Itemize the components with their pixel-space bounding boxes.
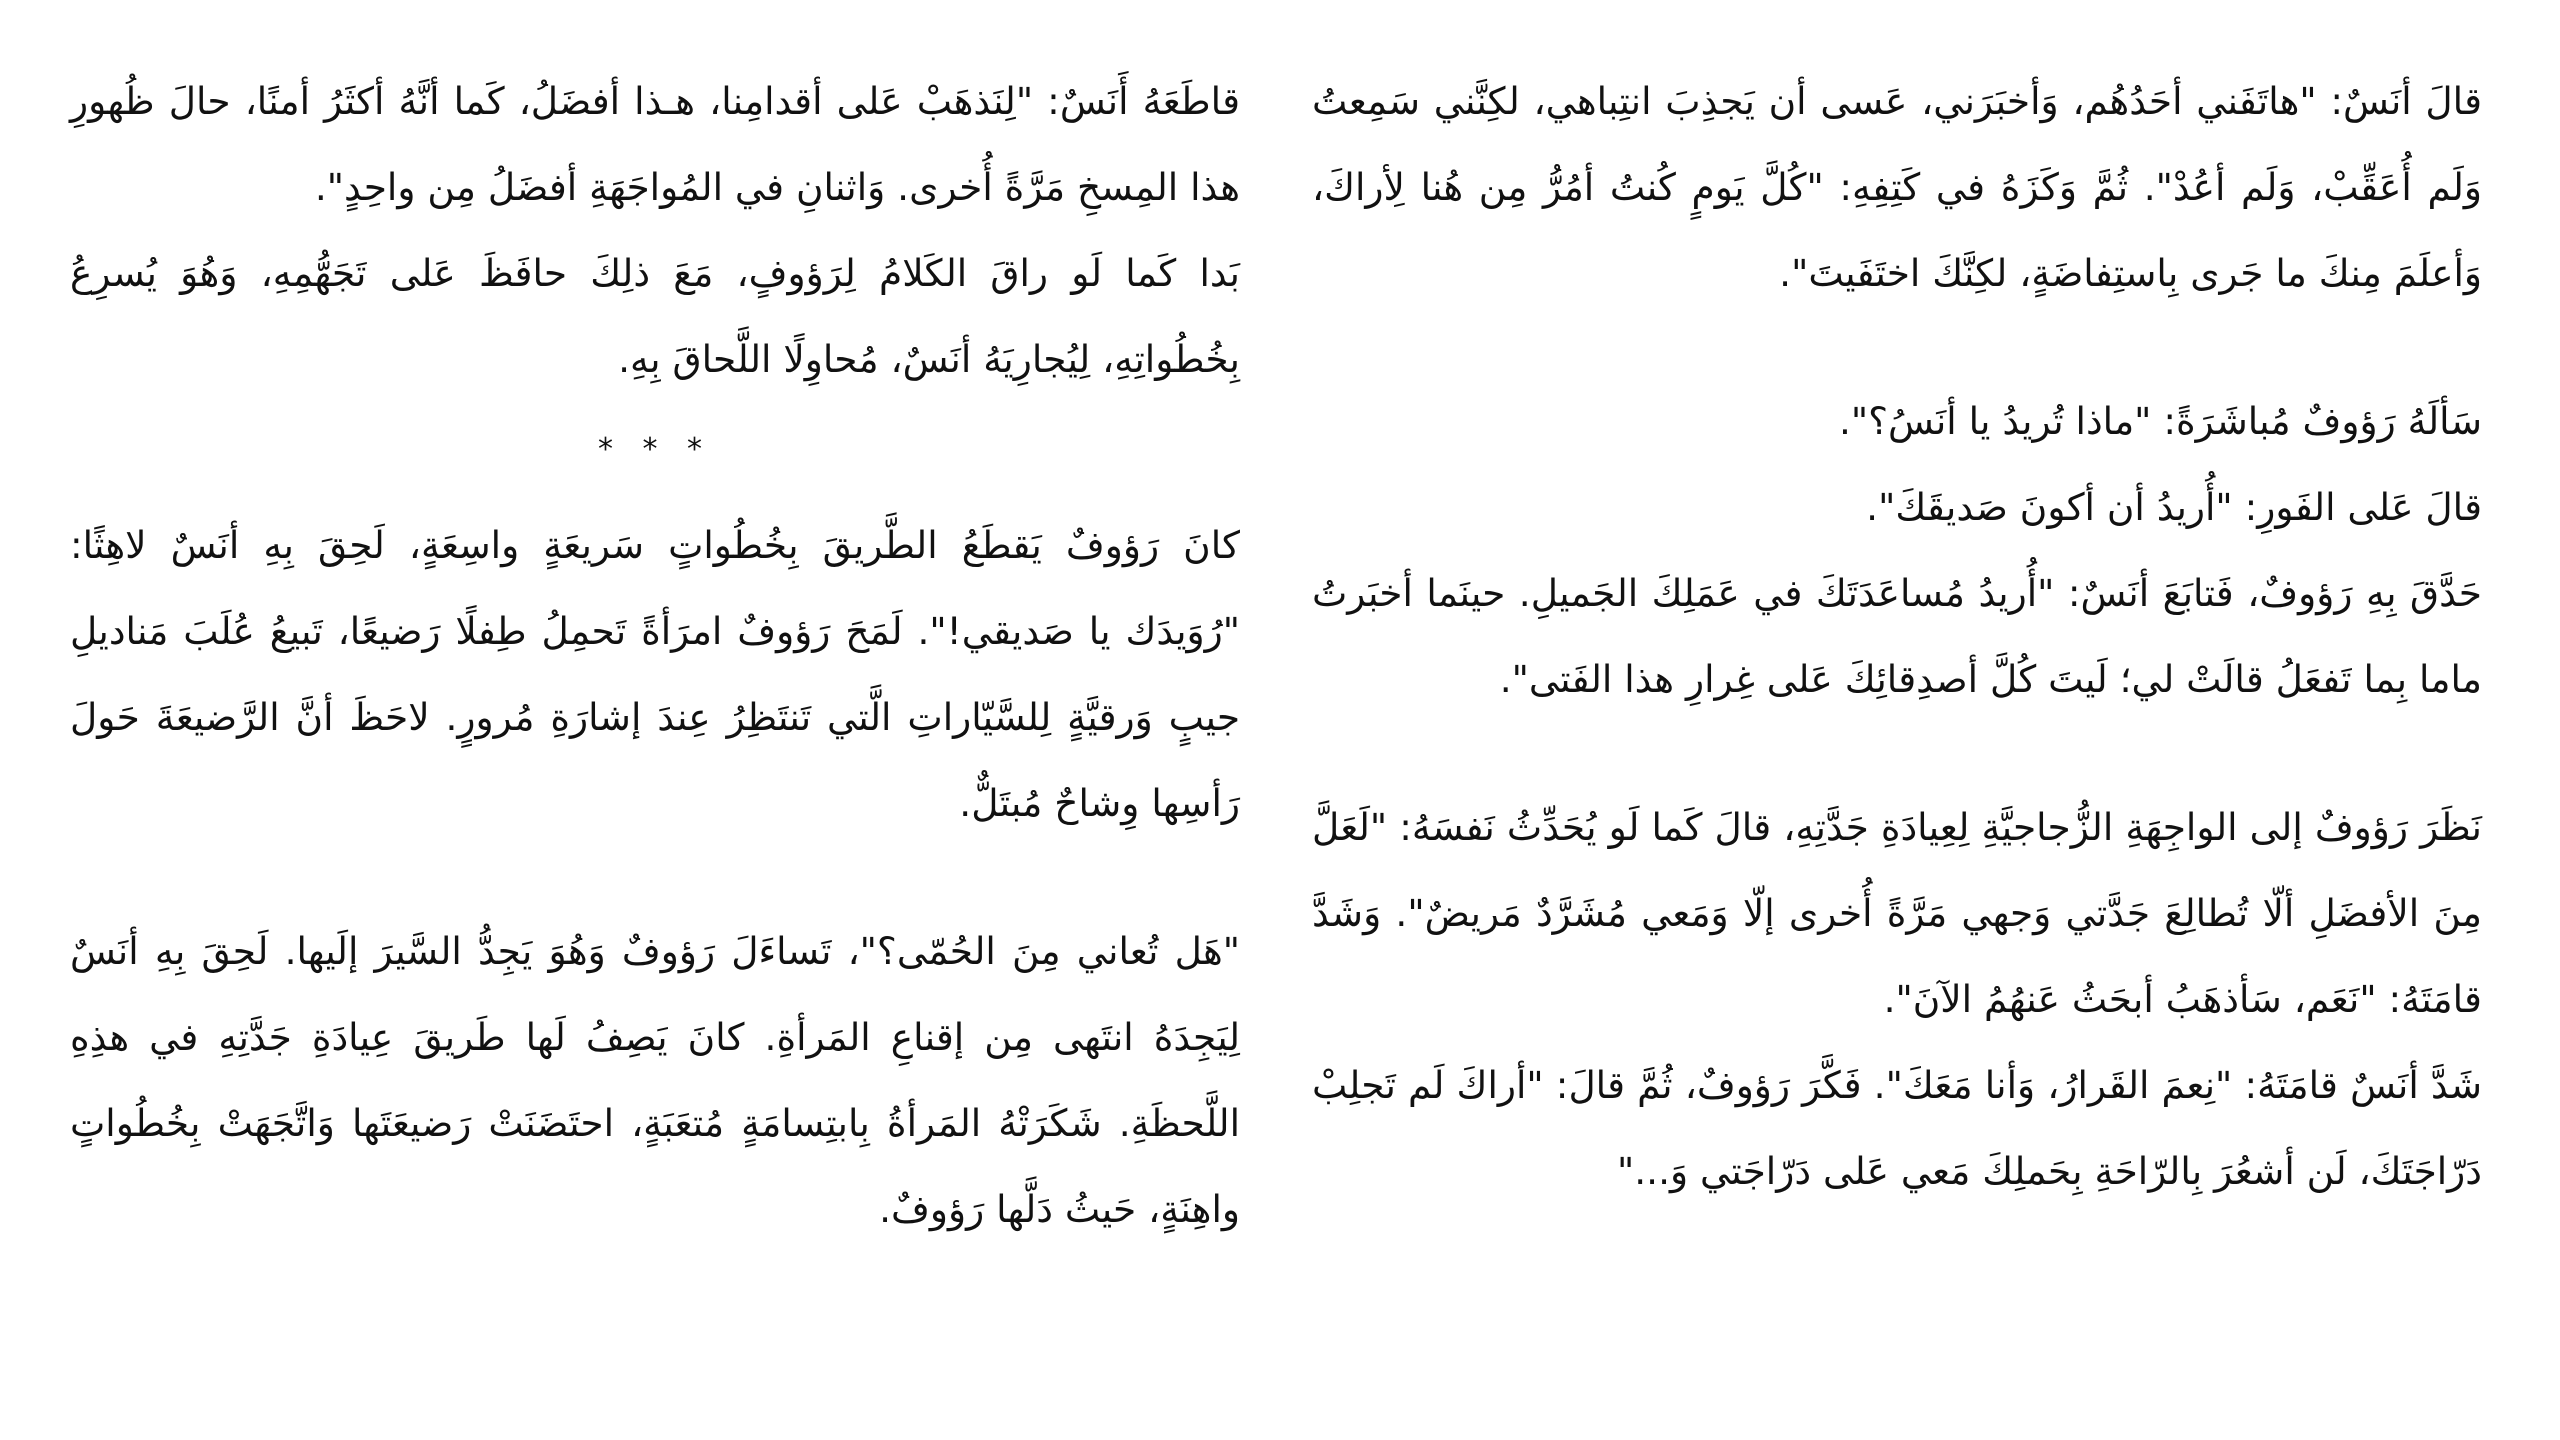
left-page	[70, 58, 1240, 1440]
paragraph: قالَ عَلى الفَورِ: "أُريدُ أن أكونَ صَديقَكَ".	[1866, 485, 2482, 529]
right-page	[1312, 58, 2482, 1440]
paragraph: "هَل تُعاني مِنَ الحُمّى؟"، تَساءَلَ رَؤوفٌ وَهُوَ يَجِدُّ السَّيرَ إلَيها. لَحِقَ بِهِ أنَسٌ لِيَجِدَهُ انتَهى مِن إقناعِ المَرأةِ. كانَ يَصِفُ لَها طَريقَ عِيادَةِ جَدَّتِهِ في هذِهِ اللَّحظَةِ. شَكَرَتْهُ المَرأةُ بِابتِسامَةٍ مُتعَبَةٍ، احتَضَنَتْ رَضيعَتَها وَاتَّجَهَتْ بِخُطُواتٍ واهِنَةٍ، حَيثُ دَلَّها رَؤوفٌ.	[70, 929, 1240, 1231]
paragraph: قاطَعَهُ أَنَسٌ: "لِنَذهَبْ عَلى أقدامِنا، هـذا أفضَلُ، كَما أنَّهُ أكثَرُ أمنًا، حالَ ظُهورِ هذا المِسخِ مَرَّةً أُخرى. وَاثنانِ في المُواجَهَةِ أفضَلُ مِن واحِدٍ".	[70, 79, 1240, 209]
paragraph: حَدَّقَ بِهِ رَؤوفٌ، فَتابَعَ أنَسٌ: "أُريدُ مُساعَدَتَكَ في عَمَلِكَ الجَميلِ. حينَما أخبَرتُ ماما بِما تَفعَلُ قالَتْ لي؛ لَيتَ كُلَّ أصدِقائِكَ عَلى غِرارِ هذا الفَتى".	[1312, 571, 2482, 701]
paragraph: بَدا كَما لَو راقَ الكَلامُ لِرَؤوفٍ، مَعَ ذلِكَ حافَظَ عَلى تَجَهُّمِهِ، وَهُوَ يُسرِعُ بِخُطُواتِهِ، لِيُجارِيَهُ أنَسٌ، مُحاوِلًا اللَّحاقَ بِهِ.	[70, 251, 1240, 381]
paragraph: سَألَهُ رَؤوفٌ مُباشَرَةً: "ماذا تُريدُ يا أنَسُ؟".	[1838, 399, 2482, 443]
section-separator: * * *	[597, 432, 713, 467]
paragraph: نَظَرَ رَؤوفٌ إلى الواجِهَةِ الزُّجاجيَّةِ لِعِيادَةِ جَدَّتِهِ، قالَ كَما لَو يُحَدِّثُ نَفسَهُ: "لَعَلَّ مِنَ الأفضَلِ ألّا تُطالِعَ جَدَّتي وَجهي مَرَّةً أُخرى إلّا وَمَعي مُشَرَّدٌ مَريضٌ". وَشَدَّ قامَتَهُ: "نَعَم، سَأذهَبُ أبحَثُ عَنهُمُ الآنَ".	[1312, 805, 2482, 1021]
paragraph: شَدَّ أنَسٌ قامَتَهُ: "نِعمَ القَرارُ، وَأنا مَعَكَ". فَكَّرَ رَؤوفٌ، ثُمَّ قالَ: "أراكَ لَم تَجلِبْ دَرّاجَتَكَ، لَن أشعُرَ بِالرّاحَةِ بِحَملِكَ مَعي عَلى دَرّاجَتي وَ..."	[1312, 1063, 2482, 1193]
paragraph: كانَ رَؤوفٌ يَقطَعُ الطَّريقَ بِخُطُواتٍ سَريعَةٍ واسِعَةٍ، لَحِقَ بِهِ أنَسٌ لاهِثًا: "رُوَيدَك يا صَديقي!". لَمَحَ رَؤوفٌ امرَأةً تَحمِلُ طِفلًا رَضيعًا، تَبيعُ عُلَبَ مَناديلِ جيبٍ وَرقيَّةٍ لِلسَّيّاراتِ الَّتي تَنتَظِرُ عِندَ إشارَةِ مُرورٍ. لاحَظَ أنَّ الرَّضيعَةَ حَولَ رَأسِها وِشاحٌ مُبتَلٌّ.	[70, 523, 1240, 825]
paragraph: قالَ أنَسٌ: "هاتَفَني أحَدُهُم، وَأخبَرَني، عَسى أن يَجذِبَ انتِباهي، لكِنَّني سَمِعتُ وَلَم أُعَقِّبْ، وَلَم أعُدْ". ثُمَّ وَكَزَهُ في كَتِفِهِ: "كُلَّ يَومٍ كُنتُ أمُرُّ مِن هُنا لِأراكَ، وَأعلَمَ مِنكَ ما جَرى بِاستِفاضَةٍ، لكِنَّكَ اختَفَيتَ".	[1312, 79, 2482, 295]
